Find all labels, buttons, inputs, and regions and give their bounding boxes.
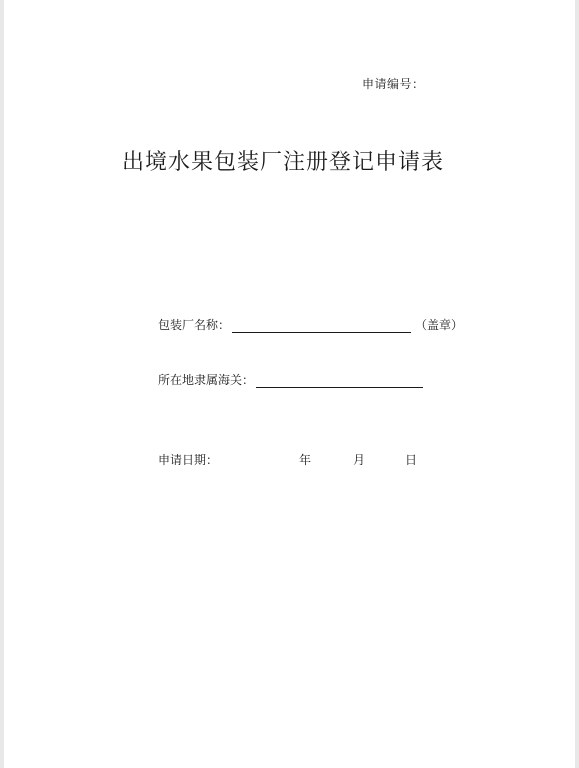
seal-note: （盖章） <box>415 318 464 332</box>
document-title-wrapper <box>0 145 579 176</box>
packhouse-name-field[interactable] <box>232 320 411 333</box>
customs-field[interactable] <box>256 375 423 388</box>
date-month-label: 月 <box>353 453 366 467</box>
application-number-label: 申请编号： <box>362 77 425 91</box>
date-year-label: 年 <box>299 453 312 467</box>
customs-row <box>158 371 423 388</box>
page-right-border <box>575 0 579 768</box>
document-title: 出境水果包装厂注册登记申请表 <box>121 150 444 175</box>
date-day-label: 日 <box>405 453 418 467</box>
customs-label: 所在地隶属海关： <box>158 373 255 387</box>
packhouse-name-row <box>158 316 463 333</box>
application-date-row <box>158 451 218 468</box>
packhouse-name-label: 包装厂名称： <box>158 318 231 332</box>
application-date-label: 申请日期： <box>158 453 219 467</box>
